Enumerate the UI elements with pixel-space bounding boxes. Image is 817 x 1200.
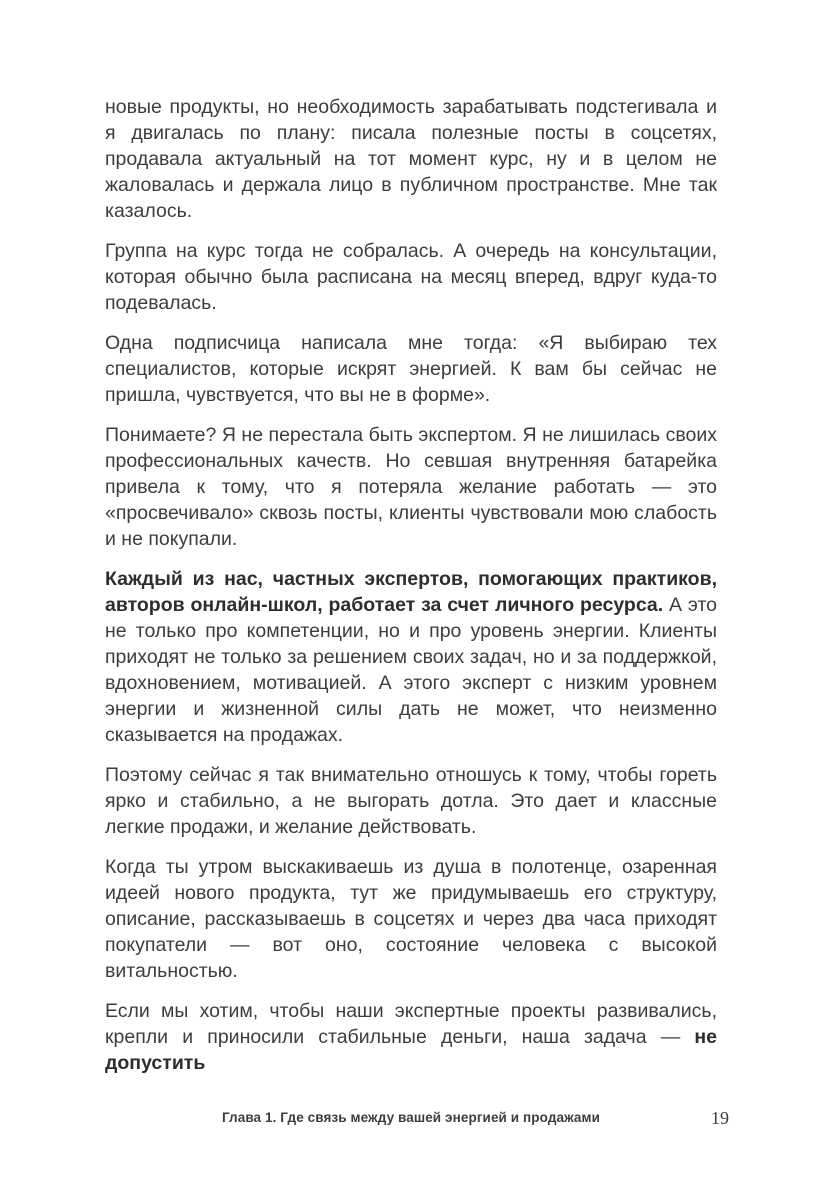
text-segment: Одна подписчица написала мне тогда: «Я выбираю тех специалистов, которые искрят энергией. К вам бы сейчас не пришла, чувствуется, что вы не в форме». [105, 332, 717, 406]
paragraph [105, 238, 717, 316]
paragraph [105, 94, 717, 224]
text-segment: Когда ты утром выскакиваешь из душа в полотенце, озаренная идеей нового продукта, тут же придумываешь его структуру, описание, рассказываешь в соцсетях и через два часа приходят покупатели — вот оно, состояние человека с высокой витальностью. [105, 856, 717, 982]
footer-chapter-title: Глава 1. Где связь между вашей энергией и продажами [221, 1110, 601, 1125]
text-segment: Поэтому сейчас я так внимательно отношусь к тому, чтобы гореть ярко и стабильно, а не выгорать дотла. Это дает и классные легкие продажи, и желание действовать. [105, 764, 717, 838]
bold-text-segment: Каждый из нас, частных экспертов, помогающих практиков, авторов онлайн-школ, работает за счет личного ресурса. [105, 568, 717, 616]
paragraph [105, 422, 717, 552]
page-body [105, 94, 717, 1090]
bold-text-segment: не допустить [105, 1026, 717, 1074]
paragraph [105, 566, 717, 748]
paragraph [105, 330, 717, 408]
text-segment: Группа на курс тогда не собралась. А очередь на консультации, которая обычно была расписана на месяц вперед, вдруг куда-то подевалась. [105, 240, 717, 314]
paragraph [105, 998, 717, 1076]
text-segment: А это не только про компетенции, но и про уровень энергии. Клиенты приходят не только за решением своих задач, но и за поддержкой, вдохновением, мотивацией. А этого эксперт с низким уровнем энергии и жизненной силы дать не может, что неизменно сказывается на продажах. [105, 594, 717, 746]
paragraph [105, 854, 717, 984]
text-segment: Понимаете? Я не перестала быть экспертом. Я не лишилась своих профессиональных качеств. Но севшая внутренняя батарейка привела к тому, что я потеряла желание работать — это «просвечивало» сквозь посты, клиенты чувствовали мою слабость и не покупали. [105, 424, 717, 550]
text-segment: новые продукты, но необходимость зарабатывать подстегивала и я двигалась по плану: писала полезные посты в соцсетях, продавала актуальный на тот момент курс, ну и в целом не жаловалась и держала лицо в публичном пространстве. Мне так казалось. [105, 96, 717, 222]
footer-page-number: 19 [711, 1108, 729, 1128]
text-segment: Если мы хотим, чтобы наши экспертные проекты развивались, крепли и приносили стабильные деньги, наша задача — [105, 1000, 717, 1048]
paragraph [105, 762, 717, 840]
page-footer [105, 1106, 729, 1130]
